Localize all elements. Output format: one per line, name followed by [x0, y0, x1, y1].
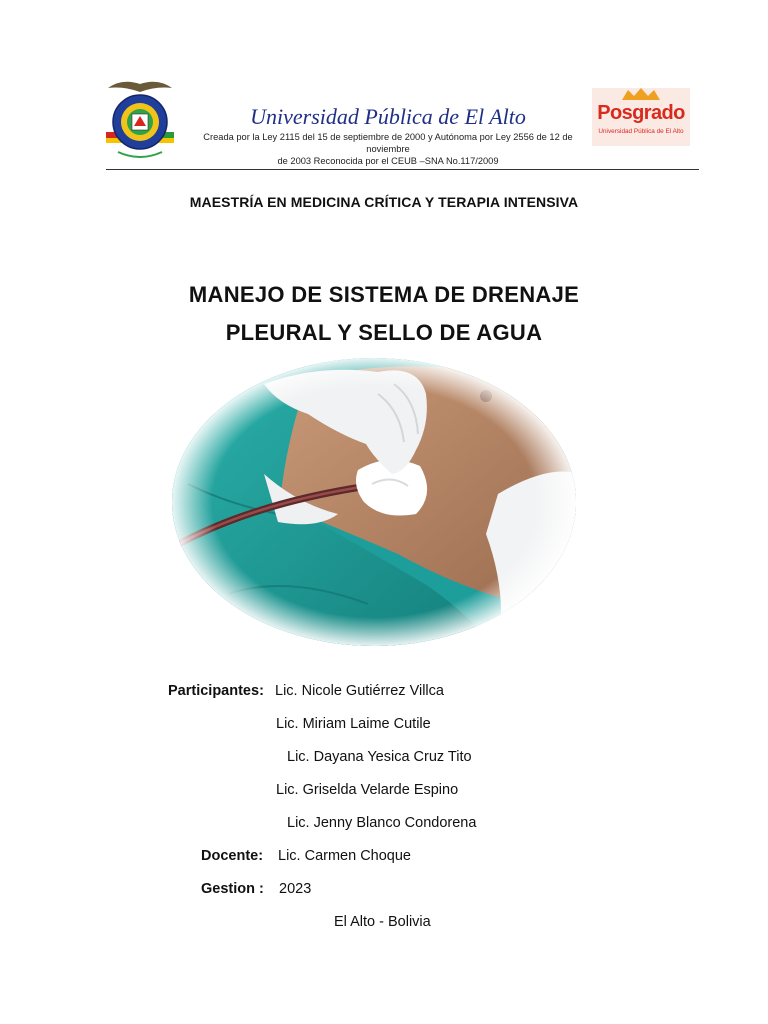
participant-name: Lic. Nicole Gutiérrez Villca [275, 683, 444, 699]
chest-drain-photo [168, 354, 580, 650]
participants-label: Participantes: [168, 683, 264, 699]
program-name: MAESTRÍA EN MEDICINA CRÍTICA Y TERAPIA INTENSIVA [189, 194, 579, 210]
posgrado-logo-word: Posgrado [597, 102, 685, 124]
university-subtitle [196, 131, 580, 167]
teacher-name: Lic. Carmen Choque [278, 848, 411, 864]
year-label: Gestion : [201, 881, 264, 897]
university-name: Universidad Pública de El Alto [250, 104, 526, 129]
header-divider [106, 169, 699, 170]
document-title-line-1: MANEJO DE SISTEMA DE DRENAJE [188, 282, 580, 307]
university-seal-icon [104, 76, 176, 162]
location: El Alto - Bolivia [334, 914, 431, 930]
posgrado-logo [592, 88, 690, 146]
participant-name: Lic. Miriam Laime Cutile [276, 716, 431, 732]
participant-name: Lic. Jenny Blanco Condorena [287, 815, 477, 831]
participant-name: Lic. Dayana Yesica Cruz Tito [287, 749, 472, 765]
posgrado-logo-caption: Universidad Pública de El Alto [598, 128, 684, 135]
document-title-line-2: PLEURAL Y SELLO DE AGUA [225, 320, 543, 345]
university-subtitle-line-1: Creada por la Ley 2115 del 15 de septiembre de 2000 y Autónoma por Ley 2556 de 12 de noviembre [203, 132, 573, 154]
university-subtitle-line-2: de 2003 Reconocida por el CEUB –SNA No.117/2009 [277, 156, 499, 166]
year-value: 2023 [279, 881, 312, 897]
participant-name: Lic. Griselda Velarde Espino [276, 782, 459, 798]
teacher-label: Docente: [201, 848, 264, 864]
